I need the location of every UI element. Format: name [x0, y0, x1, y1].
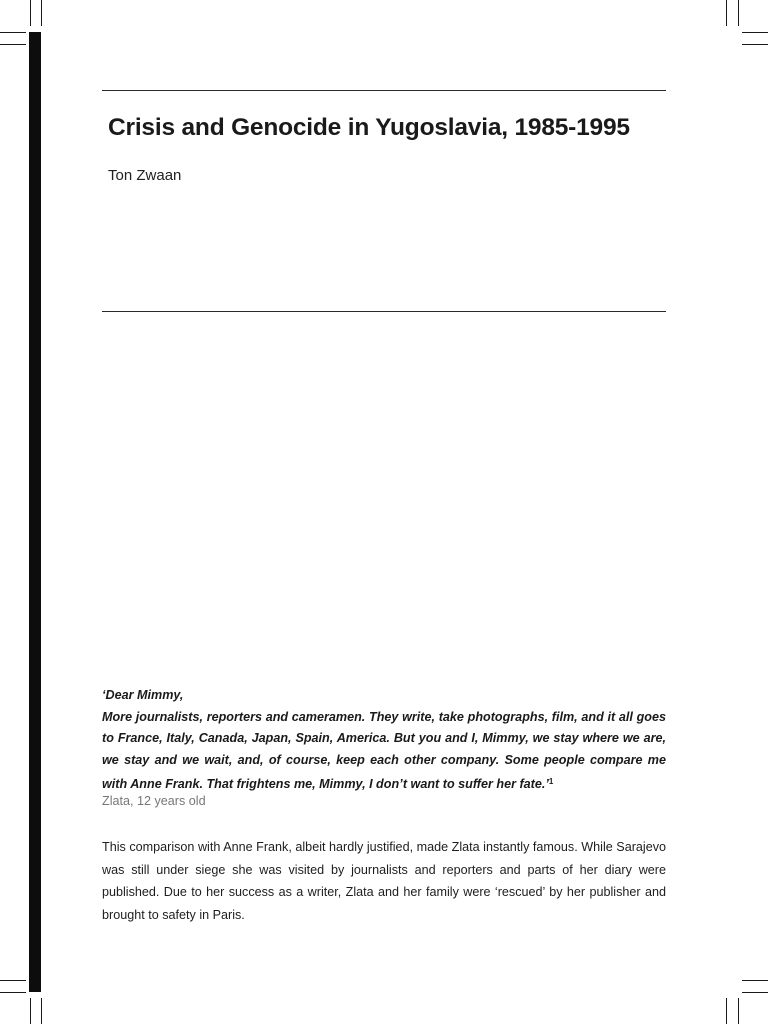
- author-name: Ton Zwaan: [108, 167, 182, 184]
- title-bottom-rule: [102, 311, 666, 312]
- body-paragraph: This comparison with Anne Frank, albeit hardly justified, made Zlata instantly famous. While Sarajevo was still under siege she was visited by journalists and reporters and parts of her diary were published. Due to her success as a writer, Zlata and her family were ‘rescued’ by her publisher and brought to safety in Paris.: [102, 840, 666, 922]
- crop-mark-top-right-vertical-2: [738, 0, 739, 26]
- crop-mark-top-right-horizontal-2: [742, 44, 768, 45]
- crop-mark-top-right-horizontal: [742, 32, 768, 33]
- footnote-reference: 1: [548, 777, 554, 787]
- crop-mark-bottom-right-horizontal-2: [742, 992, 768, 993]
- crop-mark-bottom-left-vertical: [30, 998, 31, 1024]
- page-spine-bar: [29, 32, 41, 992]
- epigraph-salutation: ‘Dear Mimmy,: [102, 688, 184, 702]
- page-title: Crisis and Genocide in Yugoslavia, 1985-1995: [108, 114, 630, 141]
- crop-mark-bottom-left-horizontal: [0, 980, 26, 981]
- title-top-rule: [102, 90, 666, 91]
- epigraph-quote: [102, 685, 666, 796]
- crop-mark-top-right-vertical: [726, 0, 727, 26]
- crop-mark-top-left-horizontal-2: [0, 44, 26, 45]
- crop-mark-top-left-vertical: [30, 0, 31, 26]
- crop-mark-top-left-vertical-2: [41, 0, 42, 26]
- crop-mark-bottom-right-vertical: [726, 998, 727, 1024]
- epigraph-attribution: Zlata, 12 years old: [102, 794, 206, 808]
- crop-mark-top-left-horizontal: [0, 32, 26, 33]
- crop-mark-bottom-right-vertical-2: [738, 998, 739, 1024]
- epigraph-text: [102, 707, 666, 796]
- epigraph-body: More journalists, reporters and cameramen. They write, take photographs, film, and it all goes to France, Italy, Canada, Japan, Spain, America. But you and I, Mimmy, we stay where we are, we stay and we wait, and, of course, keep each other company. Some people compare me with Anne Frank. That frightens me, Mimmy, I don’t want to suffer her fate.’: [102, 709, 666, 792]
- crop-mark-bottom-left-vertical-2: [41, 998, 42, 1024]
- crop-mark-bottom-left-horizontal-2: [0, 992, 26, 993]
- crop-mark-bottom-right-horizontal: [742, 980, 768, 981]
